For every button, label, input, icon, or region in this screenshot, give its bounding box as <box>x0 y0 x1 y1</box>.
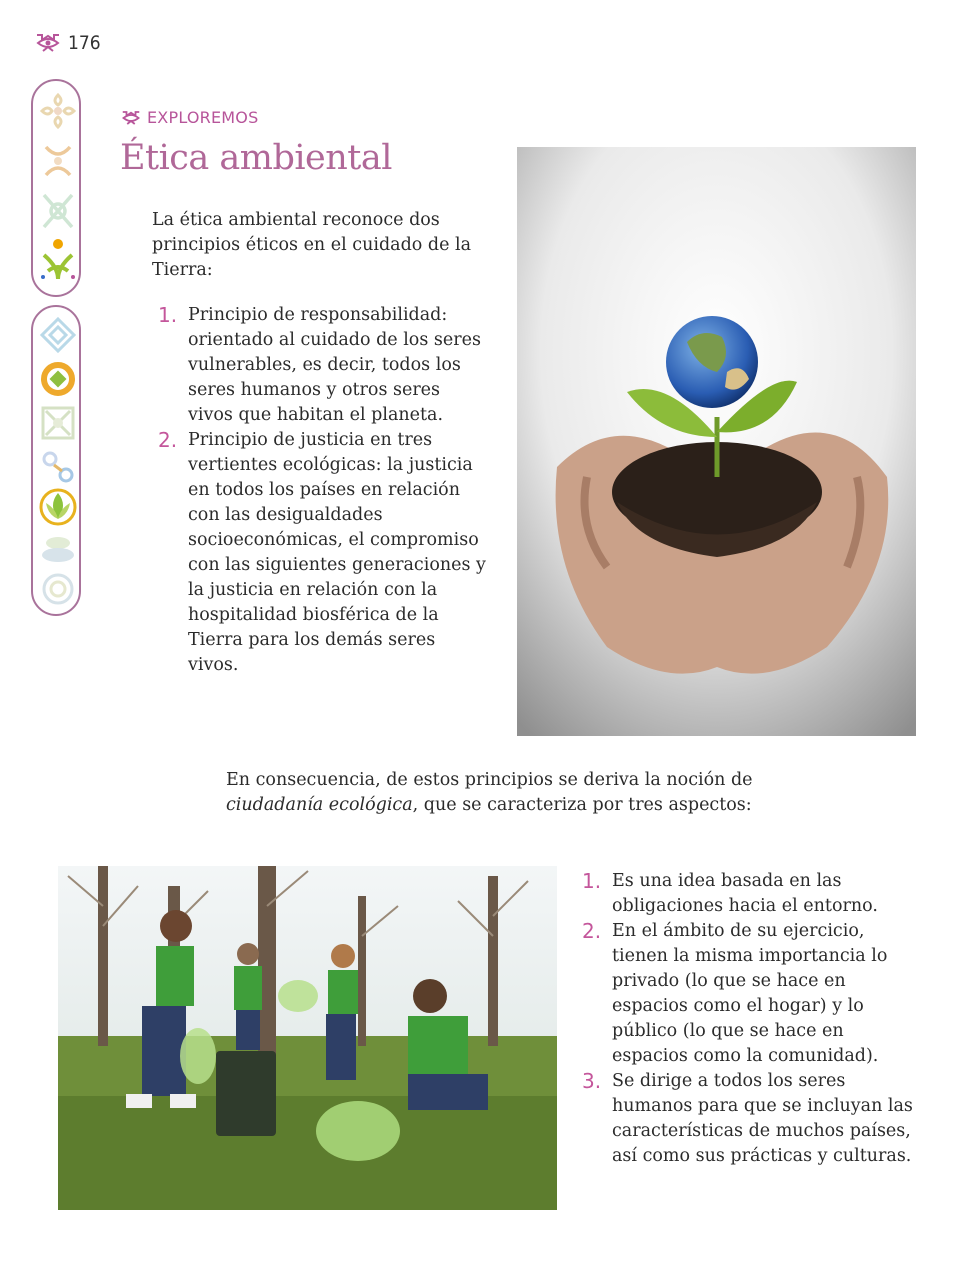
consequence-paragraph: En consecuencia, de estos principios se deriva la noción de ciudadanía ecológica, que se caracteriza por tres aspectos: <box>226 770 753 815</box>
stones-ornament-icon <box>38 531 78 567</box>
spiral-ornament-icon <box>38 359 78 399</box>
intro-paragraph: La ética ambiental reconoce dos principios éticos en el cuidado de la Tierra: <box>152 210 472 280</box>
list-item: 1. Principio de responsabilidad: orientado al cuidado de los seres vulnerables, es decir, todos los seres humanos y otros seres vivos que habitan el planeta. <box>158 303 481 425</box>
key-term: ciudadanía ecológica <box>226 795 413 815</box>
ornament-icon <box>34 31 62 55</box>
hourglass-ornament-icon <box>38 403 78 443</box>
ornament-icon <box>120 109 142 127</box>
compass-ornament-icon <box>38 315 78 355</box>
aspects-list <box>582 869 922 1169</box>
sprout-figure-icon <box>38 237 78 283</box>
page-number: 176 <box>34 31 101 55</box>
list-item: 2. En el ámbito de su ejercicio, tienen la misma importancia lo privado (lo que se hace en espacios como el hogar) y lo público (lo que se hace en espacios como la comunidad). <box>582 919 888 1066</box>
volunteers-cleanup-photo <box>58 866 557 1210</box>
chapter-rail <box>31 79 81 297</box>
topics-rail <box>31 305 81 616</box>
section-label <box>120 108 258 127</box>
hands-earth-photo <box>517 147 916 736</box>
section-label-text: EXPLOREMOS <box>147 108 259 127</box>
crossed-ornament-icon <box>38 189 78 233</box>
lotus-ornament-icon <box>38 487 78 527</box>
page-title: Ética ambiental <box>120 138 392 178</box>
list-item: 2. Principio de justicia en tres vertientes ecológicas: la justicia en todos los países en relación con las desigualdades socioeconómicas, el compromiso con las siguientes generaciones y la justicia en relación con la hospitalidad biosférica de la Tierra para los demás seres vivos. <box>158 428 486 675</box>
sun-ornament-icon <box>38 91 78 131</box>
list-item: 1. Es una idea basada en las obligaciones hacia el entorno. <box>582 869 878 916</box>
figure-ornament-icon <box>38 139 78 183</box>
list-item: 3. Se dirige a todos los seres humanos para que se incluyan las características de muchos países, así como sus prácticas y culturas. <box>582 1069 913 1166</box>
principles-list <box>158 303 488 678</box>
circle-ornament-icon <box>38 569 78 609</box>
loops-ornament-icon <box>38 447 78 487</box>
